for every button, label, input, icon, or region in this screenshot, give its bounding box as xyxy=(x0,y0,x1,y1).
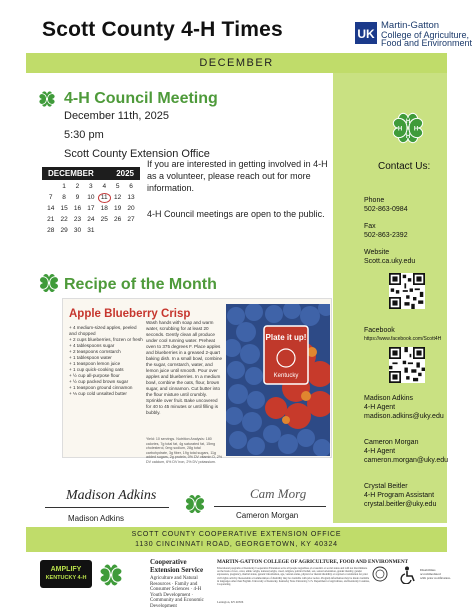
four-h-clover-icon xyxy=(388,108,428,148)
ingredient-item: + ½ cup all-purpose flour xyxy=(69,373,120,378)
four-h-clover-icon xyxy=(36,88,58,110)
calendar-day: 8 xyxy=(62,194,66,201)
ingredient-item: + 2 cups blueberries, frozen or fresh xyxy=(69,337,143,342)
agent1-block xyxy=(364,394,444,421)
website-qr-code-icon[interactable] xyxy=(389,273,425,309)
disability-note xyxy=(420,568,451,580)
svg-text:UK: UK xyxy=(357,27,375,41)
ingredient-item: + ⅓ cup cold unsalted butter xyxy=(69,391,127,396)
calendar-day: 6 xyxy=(129,183,133,190)
calendar-day: 20 xyxy=(127,205,135,212)
volunteer-paragraph: If you are interested in getting involved in 4-H as a volunteer, please reach out for more information. xyxy=(147,159,328,193)
month-label: DECEMBER xyxy=(199,57,274,69)
calendar-day: 16 xyxy=(73,205,82,212)
fax-label: Fax xyxy=(364,223,376,230)
blueberries-apples-image xyxy=(226,304,330,456)
college-city: Lexington, KY 40506 xyxy=(217,600,244,604)
svg-text:H: H xyxy=(413,126,419,133)
agent2-title: 4-H Agent xyxy=(364,448,396,455)
svg-text:H: H xyxy=(405,119,411,125)
phone-block xyxy=(364,196,408,214)
calendar-year: 2025 xyxy=(116,169,134,178)
right-signer-name: Cameron Morgan xyxy=(236,511,299,520)
calendar-day: 17 xyxy=(87,205,95,212)
ingredient-item: + 1 teaspoon lemon juice xyxy=(69,361,121,366)
calendar-day: 5 xyxy=(115,183,120,190)
phone-number[interactable]: 502-863-0984 xyxy=(364,206,408,213)
svg-text:H: H xyxy=(397,126,403,133)
ingredient-item: + ½ cup packed brown sugar xyxy=(69,379,129,384)
coop-title-line1: Cooperative xyxy=(150,558,187,566)
calendar-day: 11 xyxy=(98,193,111,203)
calendar-day: 25 xyxy=(100,216,108,223)
agent2-block xyxy=(364,438,448,465)
cameron-signature: Cam Morg xyxy=(250,486,307,501)
college-name-line2: College of Agriculture, xyxy=(381,29,470,40)
calendar-day xyxy=(44,182,57,192)
calendar-day: 28 xyxy=(47,227,55,234)
agent1-title: 4-H Agent xyxy=(364,404,396,411)
disability-line2: accommodated xyxy=(420,572,441,576)
open-meeting-paragraph: 4-H Council meetings are open to the public. xyxy=(147,209,325,219)
calendar-day: 26 xyxy=(114,216,122,223)
facebook-block xyxy=(364,326,441,344)
calendar-day: 2 xyxy=(75,183,80,190)
calendar-day: 13 xyxy=(127,194,135,201)
phone-label: Phone xyxy=(364,197,385,204)
calendar-day: 23 xyxy=(73,216,82,223)
calendar-day: 18 xyxy=(100,205,108,212)
agent2-email[interactable]: cameron.morgan@uky.edu xyxy=(364,457,449,464)
coop-title-line2: Extension Service xyxy=(150,565,204,574)
calendar-day: 29 xyxy=(60,227,68,234)
college-name-line1: Martin-Gatton xyxy=(381,20,440,31)
four-h-clover-icon xyxy=(36,270,62,296)
college-name xyxy=(381,22,472,48)
fax-block xyxy=(364,222,408,240)
calendar-day: 14 xyxy=(47,205,55,212)
ingredient-item: + 4 medium-sized apples, peeled and chopped xyxy=(69,325,137,336)
madison-signature: Madison Adkins xyxy=(66,488,157,503)
recipe-directions: Wash hands with soap and warm water, scrubbing for at least 20 seconds. Gently clean all produce under cool running water. Preheat oven to 375 degrees F. Place apples and blueberries in a greased 2-quart baking dish. In a small bowl, combine the sugar, cornstarch, water, and lemon juice until smooth. Pour over apples and blueberries. In a medium bowl, combine the oats, flour, brown sugar, and cinnamon. Cut butter into the flour mixture until crumbly. Sprinkle over fruit. Bake uncovered for 40 to 45 minutes or until filling is bubbly. xyxy=(146,320,223,415)
coop-program-list: Agriculture and Natural Resources · Family and Consumer Sciences · 4-H Youth Development · Community and Economic Development xyxy=(150,576,204,609)
calendar-day: 12 xyxy=(114,194,122,201)
svg-text:H: H xyxy=(405,134,411,140)
coop-extension-title xyxy=(150,559,203,574)
signature-line-right xyxy=(214,506,326,507)
disability-line3: with prior notification. xyxy=(420,576,451,580)
contact-heading: Contact Us: xyxy=(378,161,431,172)
calendar-day: 21 xyxy=(47,216,55,223)
college-footer-title: MARTIN-GATTON COLLEGE OF AGRICULTURE, FOOD AND ENVIRONMENT xyxy=(217,559,409,565)
recipe-photo xyxy=(226,304,330,456)
calendar-header xyxy=(42,167,140,180)
recipe-heading: Recipe of the Month xyxy=(64,276,217,293)
calendar-day: 19 xyxy=(114,205,122,212)
ingredient-item: + 2 teaspoons cornstarch xyxy=(69,349,121,354)
website-block xyxy=(364,248,415,266)
disability-line1: Disabilities xyxy=(420,568,436,572)
office-address: 1130 CINCINNATI ROAD, GEORGETOWN, KY 40324 xyxy=(135,541,338,548)
month-banner xyxy=(26,53,447,73)
calendar-day: 30 xyxy=(73,227,82,234)
assistant-title: 4-H Program Assistant xyxy=(364,492,435,499)
calendar-day: 31 xyxy=(87,227,95,234)
calendar-day: 9 xyxy=(75,194,80,201)
four-h-clover-icon xyxy=(182,491,208,517)
ingredient-item: + 1 teaspoon ground cinnamon xyxy=(69,385,133,390)
ingredient-item: + 1 tablespoon water xyxy=(69,355,112,360)
calendar-grid xyxy=(44,182,138,236)
amplify-line2: KENTUCKY 4-H xyxy=(45,575,87,581)
calendar-day: 24 xyxy=(87,216,95,223)
ky-state-seal-icon xyxy=(372,566,388,582)
facebook-label: Facebook xyxy=(364,327,395,334)
office-address-band xyxy=(26,527,447,552)
assistant-name: Crystal Beitler xyxy=(364,483,408,490)
agent2-name: Cameron Morgan xyxy=(364,439,419,446)
council-meeting-heading: 4-H Council Meeting xyxy=(64,90,218,107)
calendar-day: 15 xyxy=(60,205,68,212)
amplify-kentucky-4h-logo xyxy=(40,560,92,588)
ingredient-list xyxy=(69,325,144,397)
ingredient-item: + 4 tablespoons sugar xyxy=(69,343,115,348)
calendar-day: 10 xyxy=(87,194,95,201)
facebook-link[interactable]: https://www.facebook.com/Scott4H xyxy=(364,336,442,342)
fax-number: 502-863-2392 xyxy=(364,232,408,239)
nondiscrimination-statement: Educational programs of Kentucky Cooperative Extension serve all people regardless of economic or social status and will not discriminate on the basis of race, color, ethnic origin, national origin, creed, religion, political belief, sex, sexual orientation, gender identity, gender expression, pregnancy, marital status, genetic information, age, veteran status, physical or mental disability or reprisal or retaliation for prior civil rights activity. Reasonable accommodation of disability may be available with prior notice. Program information may be made available in languages other than English. University of Kentucky, Kentucky State University, U.S. Department of Agriculture, and Kentucky Counties, Cooperating. xyxy=(217,567,370,587)
meeting-location: Scott County Extension Office xyxy=(64,148,210,160)
ingredient-item: + 1 cup quick-cooking oats xyxy=(69,367,124,372)
recipe-nutrition: Yield: 10 servings. Nutrition Analysis: 180 calories, 7g total fat, 4g saturated fat, 15mg cholesterol, 0mg sodium, 28g total carbohydrate, 3g fiber, 19g total sugars, 11g added sugars, 2g protein, 0% DV vitamin D, 2% DV calcium, 6% DV iron, 2% DV potassium. xyxy=(146,437,223,464)
agent1-name: Madison Adkins xyxy=(364,395,414,402)
facebook-qr-code-icon[interactable] xyxy=(389,347,425,383)
left-signer-name: Madison Adkins xyxy=(68,514,125,523)
office-name: SCOTT COUNTY COOPERATIVE EXTENSION OFFICE xyxy=(131,531,342,538)
calendar-day: 22 xyxy=(60,216,68,223)
calendar-day: 3 xyxy=(89,183,93,190)
wheelchair-icon xyxy=(400,566,416,584)
assistant-block xyxy=(364,482,436,509)
newsletter-title: Scott County 4-H Times xyxy=(42,18,283,41)
signature-line-left xyxy=(45,507,169,508)
website-link[interactable]: Scott.ca.uky.edu xyxy=(364,258,416,265)
agent1-email[interactable]: madison.adkins@uky.edu xyxy=(364,413,444,420)
amplify-line1: AMPLIFY xyxy=(50,566,82,573)
recipe-title: Apple Blueberry Crisp xyxy=(69,308,191,320)
calendar-day: 7 xyxy=(48,194,53,201)
four-h-clover-icon xyxy=(96,560,126,590)
badge-line1: Plate it up! xyxy=(265,333,307,342)
meeting-date: December 11th, 2025 xyxy=(64,110,169,122)
badge-line2: Kentucky xyxy=(273,373,299,379)
calendar-day: 27 xyxy=(127,216,135,223)
website-label: Website xyxy=(364,249,390,256)
college-name-line3: Food and Environment xyxy=(381,38,473,48)
calendar-month: DECEMBER xyxy=(48,169,94,178)
assistant-email[interactable]: crystal.beitler@uky.edu xyxy=(364,501,437,508)
calendar-day: 4 xyxy=(102,183,107,190)
uk-logo-icon xyxy=(355,22,377,44)
calendar-day: 1 xyxy=(62,183,66,190)
meeting-time: 5:30 pm xyxy=(64,129,104,141)
